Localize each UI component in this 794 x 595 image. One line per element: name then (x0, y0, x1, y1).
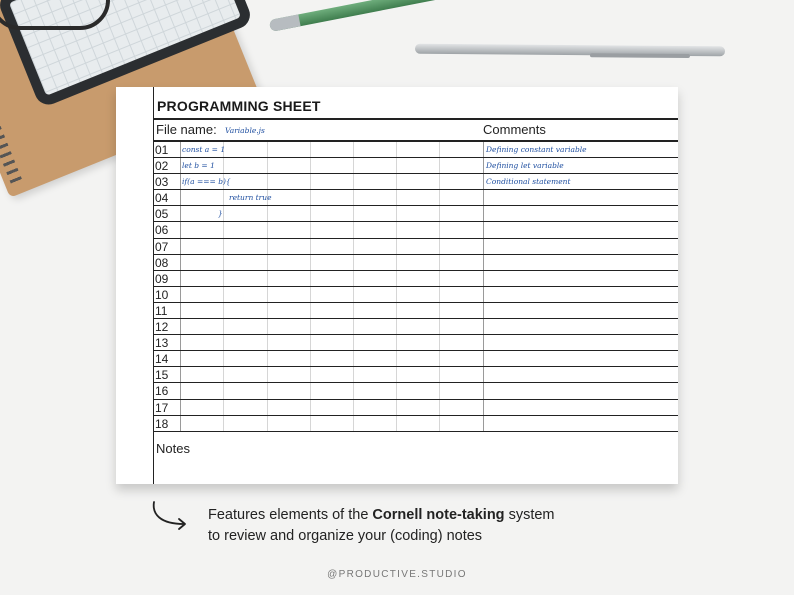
code-line: const a = 1 (182, 145, 226, 154)
glasses-prop (0, 0, 110, 30)
sheet-row (153, 142, 678, 158)
sheet-title: PROGRAMMING SHEET (157, 98, 321, 114)
feature-caption (208, 505, 668, 547)
code-line: } (218, 209, 223, 219)
row-number: 04 (155, 191, 169, 206)
row-number: 13 (155, 336, 169, 351)
sheet-row (153, 335, 678, 351)
row-number: 01 (155, 143, 169, 157)
row-number: 05 (155, 207, 169, 222)
comment-line: Defining constant variable (486, 145, 587, 154)
file-name-value: Variable.js (225, 126, 265, 135)
caption-highlight: Cornell note-taking (372, 507, 505, 523)
sheet-row (153, 271, 678, 287)
file-name-label: File name: (156, 122, 217, 137)
code-line: return true (229, 193, 272, 203)
row-number: 02 (155, 159, 169, 174)
row-number: 06 (155, 223, 169, 238)
title-rule (153, 118, 678, 120)
sheet-row (153, 287, 678, 303)
sheet-row (153, 383, 678, 399)
code-line: let b = 1 (182, 161, 215, 171)
caption-text: system (504, 507, 555, 523)
sheet-row (153, 416, 678, 432)
sheet-row (153, 190, 678, 206)
caption-text: to review and organize your (coding) notes (208, 528, 483, 544)
silver-pen-prop (415, 44, 725, 57)
sheet-row (153, 158, 678, 174)
sheet-row (153, 222, 678, 238)
caption-text: Features elements of the (208, 507, 373, 523)
sheet-row (153, 367, 678, 383)
sheet-row (153, 255, 678, 271)
green-pen-prop (269, 0, 566, 32)
code-rows (153, 142, 678, 432)
comment-line: Conditional statement (486, 177, 571, 187)
pen-cap (269, 14, 301, 32)
comments-label: Comments (483, 122, 546, 137)
row-number: 07 (155, 239, 169, 254)
row-number: 03 (155, 175, 169, 190)
sheet-row (153, 239, 678, 255)
programming-sheet (116, 87, 678, 484)
row-number: 14 (155, 352, 169, 367)
sheet-row (153, 400, 678, 416)
sheet-row (153, 206, 678, 222)
sheet-row (153, 319, 678, 335)
sheet-row (153, 303, 678, 319)
row-number: 17 (155, 400, 169, 415)
row-number: 12 (155, 320, 169, 335)
sheet-row (153, 351, 678, 367)
row-number: 10 (155, 287, 169, 302)
comment-line: Defining let variable (486, 161, 564, 171)
curved-arrow-icon (150, 500, 194, 536)
notes-label: Notes (156, 441, 190, 456)
row-number: 09 (155, 271, 169, 286)
pen-clip (590, 53, 690, 58)
row-number: 16 (155, 384, 169, 399)
brand-handle: @PRODUCTIVE.STUDIO (327, 569, 467, 580)
row-number: 15 (155, 368, 169, 383)
row-number: 18 (155, 416, 169, 431)
row-number: 11 (155, 303, 168, 318)
sheet-row (153, 174, 678, 190)
code-line: if(a === b){ (182, 177, 231, 187)
row-number: 08 (155, 255, 169, 270)
